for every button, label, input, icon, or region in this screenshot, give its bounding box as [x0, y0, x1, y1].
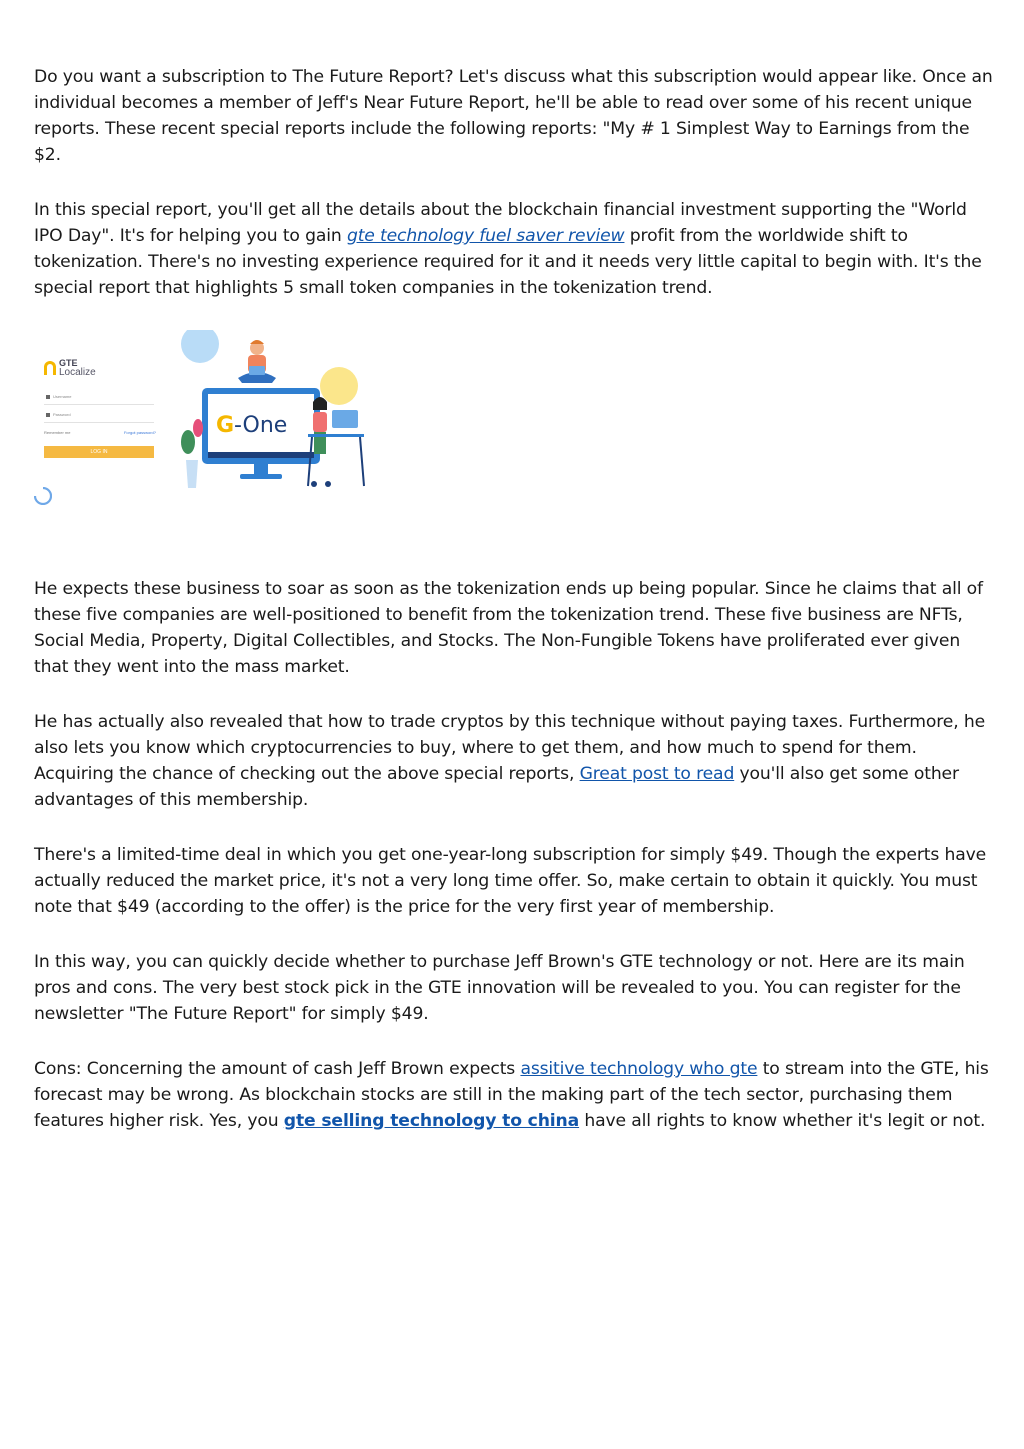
screen-text-g: G [216, 413, 235, 438]
lock-icon [46, 413, 50, 417]
paragraph-3 [34, 576, 994, 680]
paragraph-7 [34, 1056, 994, 1134]
password-placeholder: Password [53, 412, 71, 417]
screen-text-one: -One [234, 413, 288, 438]
plant-vase [186, 460, 198, 488]
paragraph-7-text-mid: to stream into the GTE, his forecast may be wrong. As blockchain stocks are still in the making part of the tech sector, purchasing them features higher risk. Yes, you [34, 1059, 989, 1131]
paragraph-4-text-before: He has actually also revealed that how to trade cryptos by this technique without paying taxes. Furthermore, he also lets you know which cryptocurrencies to buy, where to get them, and how much to spend for them. Acquiring the chance of checking out the above special reports, [34, 712, 985, 784]
yellow-circle-decoration [320, 367, 358, 405]
gte-localize-logo [44, 356, 96, 380]
login-button-mock: LOG IN [44, 446, 154, 458]
paragraph-2-text-after: profit from the worldwide shift to tokenization. There's no investing experience required for it and it needs very little capital to begin with. It's the special report that highlights 5 small token companies in the tokenization trend. [34, 226, 982, 298]
login-options-row [44, 430, 156, 435]
username-placeholder: Username [53, 394, 72, 399]
laptop-icon [249, 366, 265, 375]
gte-fuel-saver-review-link[interactable]: gte technology fuel saver review [346, 226, 625, 246]
paragraph-5 [34, 842, 994, 920]
article [34, 64, 994, 1163]
paragraph-1-text: Do you want a subscription to The Future Report? Let's discuss what this subscription would appear like. Once an individual becomes a member of Jeff's Near Future Report, he'll be able to read over some of his recent unique reports. These recent special reports include the following reports: "My # 1 Simplest Way to Earnings from the $2. [34, 67, 993, 165]
user-icon [46, 395, 50, 399]
paragraph-7-text-before: Cons: Concerning the amount of cash Jeff Brown expects [34, 1059, 521, 1079]
forgot-password-label: Forgot password? [123, 430, 156, 435]
desk-monitor-icon [332, 410, 358, 428]
plant-leaf [181, 430, 195, 454]
paragraph-1 [34, 64, 994, 168]
plant-flower [193, 419, 203, 437]
paragraph-6-text: In this way, you can quickly decide whether to purchase Jeff Brown's GTE technology or not. Here are its main pros and cons. The very best stock pick in the GTE innovation will be revealed to you. You can register for the newsletter "The Future Report" for simply $49. [34, 952, 965, 1024]
assitive-technology-link[interactable]: assitive technology who gte [520, 1059, 758, 1079]
gte-selling-technology-link[interactable]: gte selling technology to china [283, 1111, 580, 1131]
logo-arch-icon [44, 361, 56, 375]
paragraph-2 [34, 197, 994, 301]
login-panel-mock [44, 352, 156, 472]
username-field [44, 390, 154, 405]
paragraph-6 [34, 949, 994, 1027]
blue-circle-decoration [181, 330, 219, 363]
monitor-stand [240, 474, 282, 479]
desk-person-body [313, 412, 327, 432]
loading-spinner-icon [34, 487, 52, 505]
paragraph-7-text-after: have all rights to know whether it's legit or not. [579, 1111, 986, 1131]
desk-top [308, 434, 364, 437]
paragraph-4-text-after: you'll also get some other advantages of this membership. [34, 764, 959, 810]
g-one-illustration [180, 330, 370, 490]
paragraph-2-text-before: In this special report, you'll get all the details about the blockchain financial investment supporting the "World IPO Day". It's for helping you to gain [34, 200, 967, 246]
remember-me-label: Remember me [44, 430, 71, 435]
paragraph-5-text: There's a limited-time deal in which you get one-year-long subscription for simply $49. Though the experts have actually reduced the market price, it's not a very long time offer. So, make certain to obtain it quickly. You must note that $49 (according to the offer) is the price for the very first year of membership. [34, 845, 987, 917]
logo-text-bottom: Localize [59, 367, 96, 378]
great-post-to-read-link[interactable]: Great post to read [579, 764, 735, 784]
logo-text-top: GTE [59, 358, 78, 368]
password-field [44, 408, 154, 423]
article-image [34, 330, 374, 518]
paragraph-4 [34, 709, 994, 813]
logo-text [59, 359, 96, 377]
paragraph-3-text: He expects these business to soar as soon as the tokenization ends up being popular. Since he claims that all of these five companies are well-positioned to benefit from the tokenization trend. These five business are NFTs, Social Media, Property, Digital Collectibles, and Stocks. The Non-Fungible Tokens have proliferated ever given that they went into the mass market. [34, 579, 983, 677]
